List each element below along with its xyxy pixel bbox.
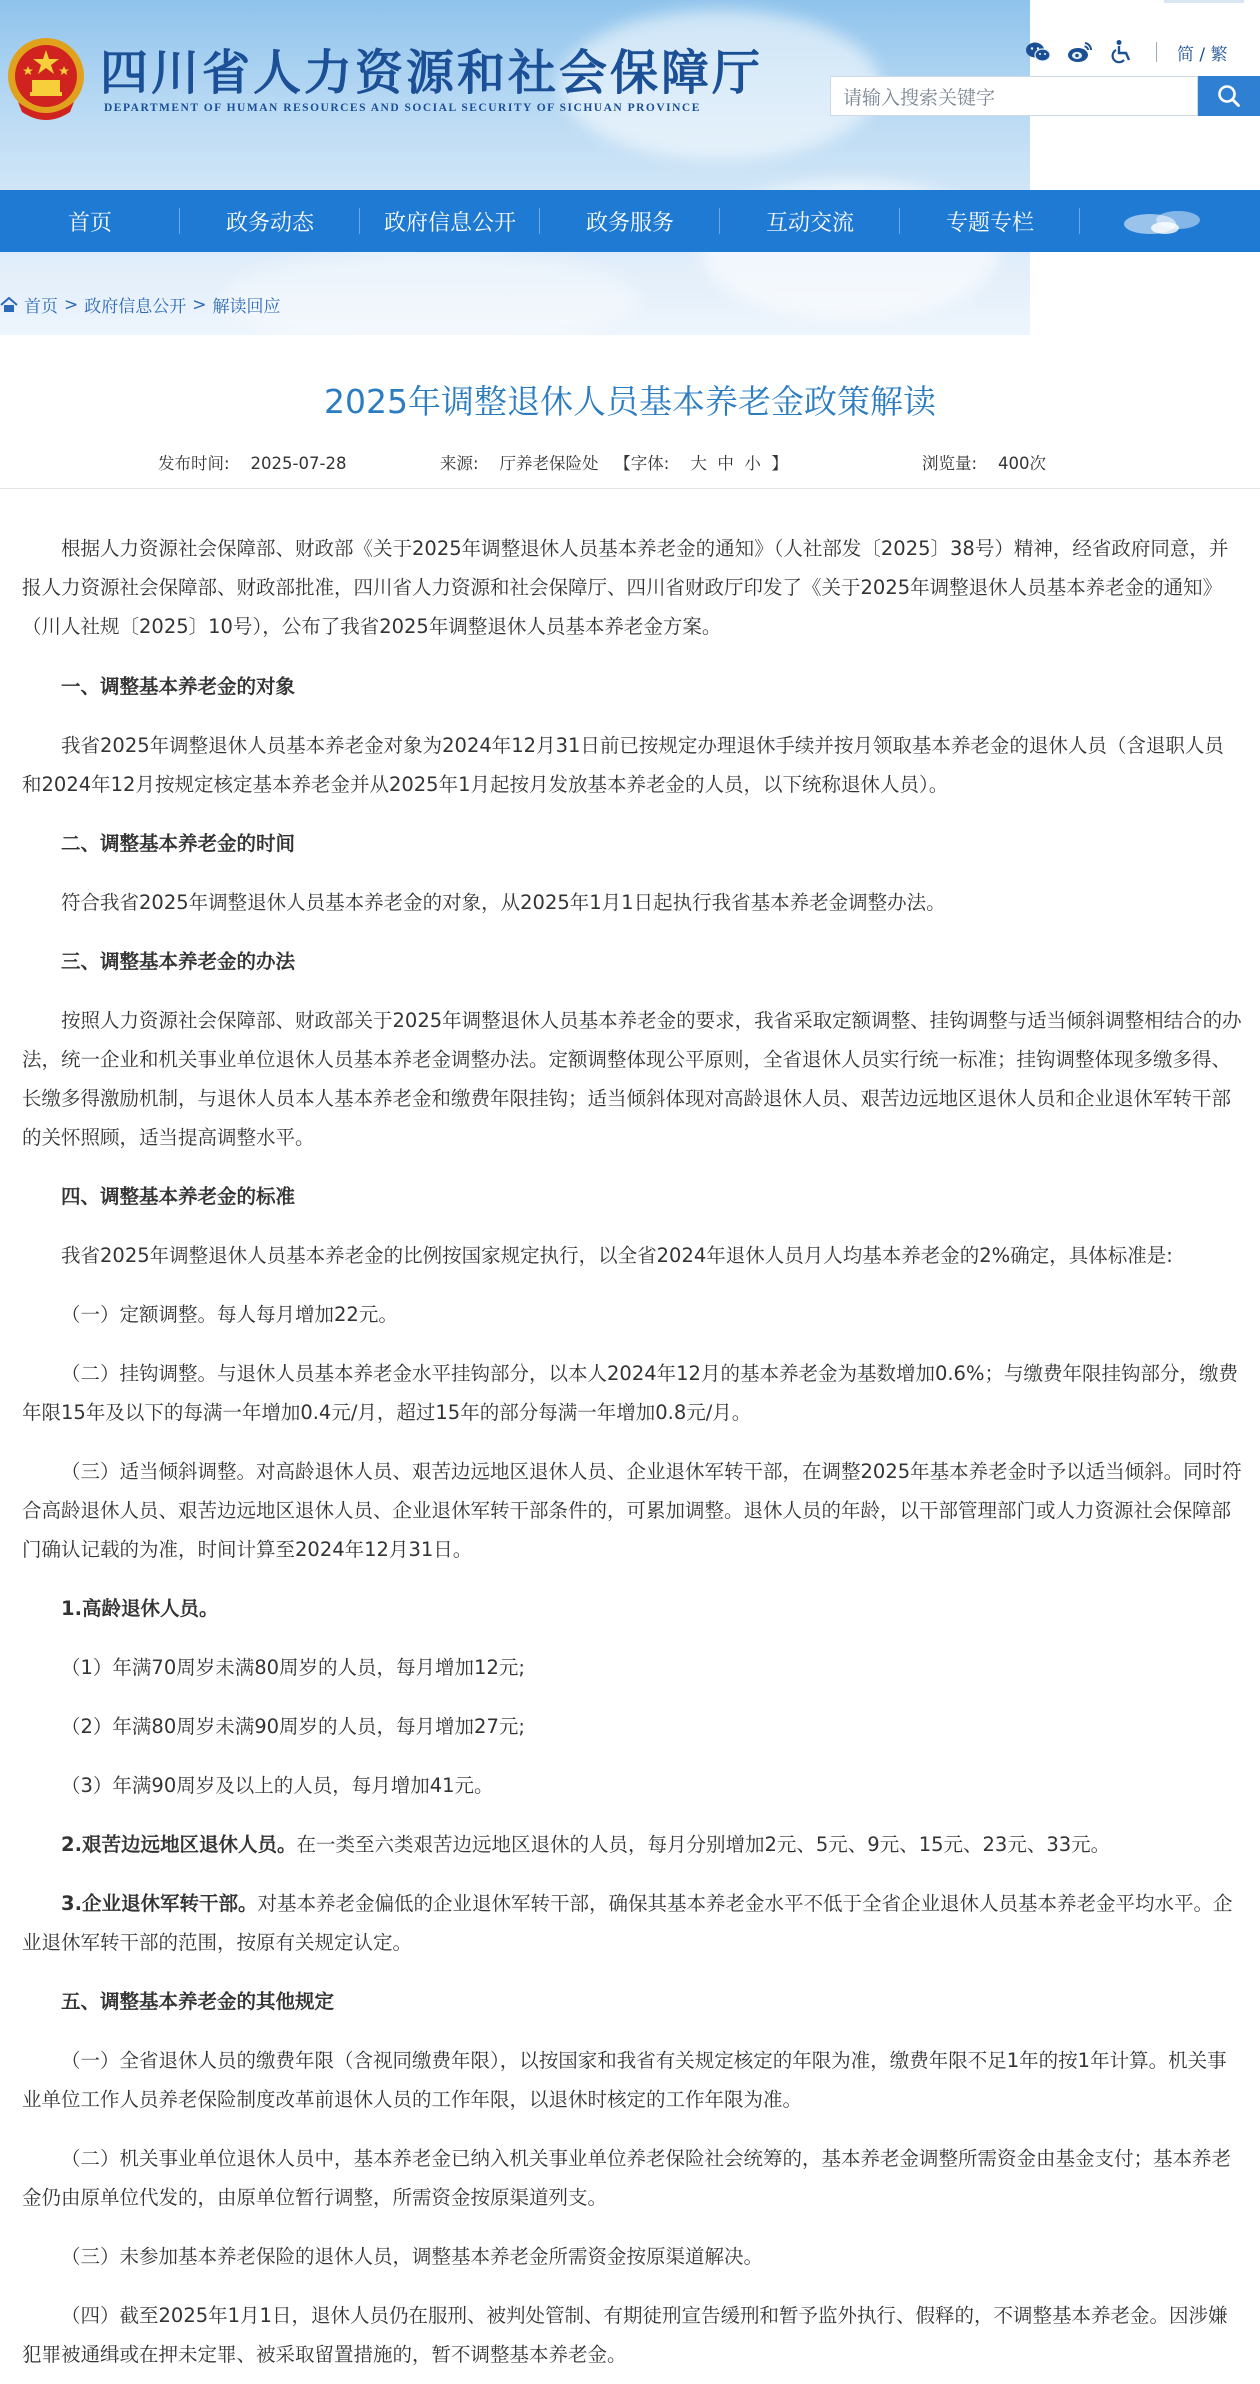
font-size-label: 【字体:: [614, 454, 670, 473]
accessibility-icon[interactable]: [1108, 38, 1136, 66]
nav-item-services[interactable]: 政务服务: [540, 190, 720, 252]
other-rule-4: （四）截至2025年1月1日，退休人员仍在服刑、被判处管制、有期徒刑宣告缓刑和暂予监外执行、假释的，不调整基本养老金。因涉嫌犯罪被通缉或在押未定罪、被采取留置措施的，暂不调整基本养老金。: [22, 2304, 1228, 2366]
section-heading-4: 四、调整基本养老金的标准: [61, 1185, 296, 1208]
article-title: 2025年调整退休人员基本养老金政策解读: [324, 382, 936, 421]
nav-cloud-decoration: [1120, 196, 1210, 246]
publish-time: [158, 450, 346, 474]
section-heading-3: 三、调整基本养老金的办法: [61, 950, 296, 973]
military-cadre-title: 3.企业退休军转干部。: [61, 1892, 258, 1915]
nav-item-interaction[interactable]: 互动交流: [720, 190, 900, 252]
section-paragraph-4: 我省2025年调整退休人员基本养老金的比例按国家规定执行，以全省2024年退休人员月人均基本养老金的2%确定，具体标准是:: [61, 1244, 1173, 1267]
section-paragraph-2: 符合我省2025年调整退休人员基本养老金的对象，从2025年1月1日起执行我省基本养老金调整办法。: [61, 891, 946, 914]
font-size-medium[interactable]: 中: [717, 454, 734, 473]
views-label: 浏览量:: [922, 454, 978, 473]
site-title[interactable]: 四川省人力资源和社会保障厅: [100, 45, 764, 101]
military-cadre-text: 对基本养老金偏低的企业退休军转干部，确保其基本养老金水平不低于全省企业退休人员基本养老金平均水平。企业退休军转干部的范围，按原有关规定认定。: [22, 1892, 1233, 1954]
main-nav: [0, 190, 1260, 252]
other-rule-2: （二）机关事业单位退休人员中，基本养老金已纳入机关事业单位养老保险社会统筹的，基本养老金调整所需资金由基金支付；基本养老金仍由原单位代发的，由原单位暂行调整，所需资金按原渠道列支。: [22, 2147, 1232, 2209]
font-size-large[interactable]: 大: [690, 454, 707, 473]
publish-date: 2025-07-28: [250, 454, 347, 473]
source-label: 来源:: [440, 454, 479, 473]
section-heading-1: 一、调整基本养老金的对象: [61, 675, 296, 698]
font-size-close: 】: [771, 454, 788, 473]
remote-area-title: 2.艰苦边远地区退休人员。: [61, 1833, 297, 1856]
top-bar-line: [1164, 0, 1244, 3]
search-placeholder: 请输入搜索关键字: [843, 86, 996, 109]
top-toolbar: [1024, 38, 1228, 66]
article-source: [440, 450, 788, 474]
fixed-adjustment: （一）定额调整。每人每月增加22元。: [61, 1303, 398, 1326]
section-heading-5: 五、调整基本养老金的其他规定: [61, 1990, 335, 2013]
elderly-item-2: （2）年满80周岁未满90周岁的人员，每月增加27元;: [61, 1715, 525, 1738]
language-toggle[interactable]: 简 / 繁: [1177, 44, 1228, 65]
breadcrumb-gov-info[interactable]: 政府信息公开: [84, 297, 187, 317]
military-cadre-paragraph: [22, 1884, 1242, 1962]
breadcrumb: [0, 292, 281, 317]
nav-item-topics[interactable]: 专题专栏: [900, 190, 1080, 252]
other-rule-3: （三）未参加基本养老保险的退休人员，调整基本养老金所需资金按原渠道解决。: [61, 2245, 764, 2268]
search-button[interactable]: [1198, 76, 1260, 116]
site-header: [0, 0, 1260, 335]
breadcrumb-separator: >: [64, 294, 79, 315]
publish-label: 发布时间:: [158, 454, 230, 473]
section-heading-2: 二、调整基本养老金的时间: [61, 832, 296, 855]
breadcrumb-home[interactable]: 首页: [24, 297, 58, 317]
nav-item-gov-info[interactable]: 政府信息公开: [360, 190, 540, 252]
nav-item-news[interactable]: 政务动态: [180, 190, 360, 252]
nav-item-home[interactable]: 首页: [0, 190, 180, 252]
remote-area-paragraph: [22, 1825, 1242, 1864]
weibo-icon[interactable]: [1066, 38, 1094, 66]
linked-adjustment: （二）挂钩调整。与退休人员基本养老金水平挂钩部分，以本人2024年12月的基本养老金为基数增加0.6%；与缴费年限挂钩部分，缴费年限15年及以下的每满一年增加0.4元/月，超过15年的部分每满一年增加0.8元/月。: [22, 1362, 1238, 1424]
subheading-elderly: 1.高龄退休人员。: [61, 1597, 219, 1620]
elderly-item-1: （1）年满70周岁未满80周岁的人员，每月增加12元;: [61, 1656, 525, 1679]
home-icon: [0, 297, 18, 313]
views-value: 400次: [998, 454, 1047, 473]
remote-area-text: 在一类至六类艰苦边远地区退休的人员，每月分别增加2元、5元、9元、15元、23元、33元。: [296, 1833, 1111, 1856]
breadcrumb-current[interactable]: 解读回应: [212, 297, 281, 317]
search-icon: [1216, 83, 1242, 109]
section-paragraph-3: 按照人力资源社会保障部、财政部关于2025年调整退休人员基本养老金的要求，我省采取定额调整、挂钩调整与适当倾斜调整相结合的办法，统一企业和机关事业单位退休人员基本养老金调整办法。定额调整体现公平原则，全省退休人员实行统一标准；挂钩调整体现多缴多得、长缴多得激励机制，与退休人员本人基本养老金和缴费年限挂钩；适当倾斜体现对高龄退休人员、艰苦边远地区退休人员和企业退休军转干部的关怀照顾，适当提高调整水平。: [22, 1009, 1242, 1149]
breadcrumb-separator: >: [192, 294, 207, 315]
tilted-adjustment: （三）适当倾斜调整。对高龄退休人员、艰苦边远地区退休人员、企业退休军转干部，在调整2025年基本养老金时予以适当倾斜。同时符合高龄退休人员、艰苦边远地区退休人员、企业退休军转干部条件的，可累加调整。退休人员的年龄，以干部管理部门或人力资源社会保障部门确认记载的为准，时间计算至2024年12月31日。: [22, 1460, 1242, 1561]
section-paragraph-1: 我省2025年调整退休人员基本养老金对象为2024年12月31日前已按规定办理退休手续并按月领取基本养老金的退休人员（含退职人员和2024年12月按规定核定基本养老金并从2025年1月起按月发放基本养老金的人员，以下统称退休人员）。: [22, 734, 1224, 796]
site-subtitle: DEPARTMENT OF HUMAN RESOURCES AND SOCIAL SECURITY OF SICHUAN PROVINCE: [104, 102, 701, 114]
elderly-item-3: （3）年满90周岁及以上的人员，每月增加41元。: [61, 1774, 494, 1797]
font-size-small[interactable]: 小: [744, 454, 761, 473]
view-count: [922, 450, 1046, 474]
toolbar-divider: [1156, 42, 1157, 62]
search-input[interactable]: [830, 76, 1198, 116]
other-rule-1: （一）全省退休人员的缴费年限（含视同缴费年限），以按国家和我省有关规定核定的年限为准，缴费年限不足1年的按1年计算。机关事业单位工作人员养老保险制度改革前退休人员的工作年限，以退休时核定的工作年限为准。: [22, 2049, 1227, 2111]
national-emblem-icon: [4, 32, 88, 126]
source-value: 厅养老保险处: [499, 454, 599, 473]
intro-paragraph: 根据人力资源社会保障部、财政部《关于2025年调整退休人员基本养老金的通知》（人社部发〔2025〕38号）精神，经省政府同意，并报人力资源社会保障部、财政部批准，四川省人力资源和社会保障厅、四川省财政厅印发了《关于2025年调整退休人员基本养老金的通知》（川人社规〔2025〕10号），公布了我省2025年调整退休人员基本养老金方案。: [22, 537, 1229, 638]
meta-divider: [0, 488, 1260, 489]
wechat-icon[interactable]: [1024, 38, 1052, 66]
